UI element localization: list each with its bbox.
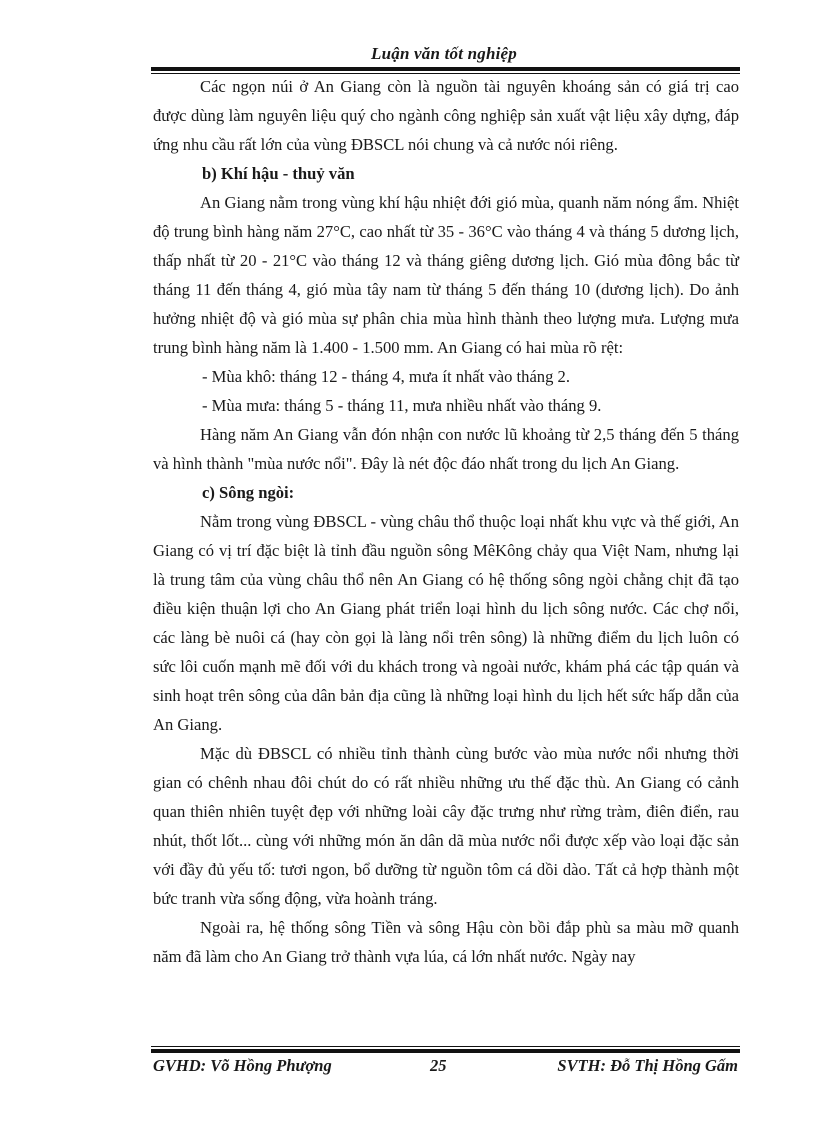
paragraph-flood-season: Hàng năm An Giang vẫn đón nhận con nước lũ khoảng từ 2,5 tháng đến 5 tháng và hình thành "mùa nước nổi". Đây là nét độc đáo nhất trong du lịch An Giang.: [153, 425, 739, 473]
paragraph-floating-season-specialties: Mặc dù ĐBSCL có nhiều tỉnh thành cùng bước vào mùa nước nổi nhưng thời gian có chênh nhau đôi chút do có rất nhiều những ưu thế đặc thù. An Giang có cảnh quan thiên nhiên tuyệt đẹp với những loài cây đặc trưng như rừng tràm, điên điển, rau nhút, thốt lốt... cùng với những món ăn dân dã mùa nước nổi được xếp vào loại đặc sản với đầy đủ yếu tố: tươi ngon, bổ dưỡng từ nguồn tôm cá dồi dào. Tất cả hợp thành một bức tranh vừa sống động, vừa hoành tráng.: [153, 744, 739, 908]
header-rule-thick: [151, 67, 740, 71]
section-heading-climate: b) Khí hậu - thuỷ văn: [202, 164, 355, 183]
section-heading-rivers: c) Sông ngòi:: [202, 483, 295, 502]
list-item-rainy-season: - Mùa mưa: tháng 5 - tháng 11, mưa nhiều nhất vào tháng 9.: [202, 396, 602, 415]
footer-advisor: GVHD: Võ Hồng Phượng: [153, 1056, 332, 1075]
paragraph-rivers: Nằm trong vùng ĐBSCL - vùng châu thổ thuộc loại nhất khu vực và thế giới, An Giang có vị trí đặc biệt là tỉnh đầu nguồn sông MêKông chảy qua Việt Nam, nhưng lại là trung tâm của vùng châu thổ nên An Giang có hệ thống sông ngòi chằng chịt đã tạo điều kiện thuận lợi cho An Giang phát triển loại hình du lịch sông nước. Các chợ nổi, các làng bè nuôi cá (hay còn gọi là làng nổi trên sông) là những điểm du lịch luôn có sức lôi cuốn mạnh mẽ đối với du khách trong và ngoài nước, khám phá các tập quán và sinh hoạt trên sông của dân bản địa cũng là những loại hình du lịch hết sức hấp dẫn của An Giang.: [153, 512, 739, 734]
paragraph-alluvium: Ngoài ra, hệ thống sông Tiền và sông Hậu còn bồi đắp phù sa màu mỡ quanh năm đã làm cho An Giang trở thành vựa lúa, cá lớn nhất nước. Ngày nay: [153, 918, 739, 966]
footer-student: SVTH: Đỗ Thị Hồng Gấm: [557, 1056, 738, 1075]
list-item-dry-season: - Mùa khô: tháng 12 - tháng 4, mưa ít nhất vào tháng 2.: [202, 367, 570, 386]
footer-rule-thick: [151, 1049, 740, 1053]
page-header-title: Luận văn tốt nghiệp: [371, 44, 517, 63]
footer-rule-thin: [151, 1046, 740, 1047]
paragraph-mountains-minerals: Các ngọn núi ở An Giang còn là nguồn tài nguyên khoáng sản có giá trị cao được dùng làm nguyên liệu quý cho ngành công nghiệp sản xuất vật liệu xây dựng, đáp ứng nhu cầu rất lớn của vùng ĐBSCL nói chung và cả nước nói riêng.: [153, 77, 739, 154]
document-body: [153, 72, 739, 971]
paragraph-climate: An Giang nằm trong vùng khí hậu nhiệt đới gió mùa, quanh năm nóng ẩm. Nhiệt độ trung bình hàng năm 27°C, cao nhất từ 35 - 36°C vào tháng 4 và tháng 5 dương lịch, thấp nhất từ 20 - 21°C vào tháng 12 và tháng giêng dương lịch. Gió mùa đông bắc từ tháng 11 đến tháng 4, gió mùa tây nam từ tháng 5 đến tháng 10 (dương lịch). Do ảnh hưởng nhiệt độ và gió mùa sự phân chia mùa hình thành theo lượng mưa. Lượng mưa trung bình hàng năm là 1.400 - 1.500 mm. An Giang có hai mùa rõ rệt:: [153, 193, 739, 357]
footer-page-number: 25: [430, 1056, 447, 1075]
